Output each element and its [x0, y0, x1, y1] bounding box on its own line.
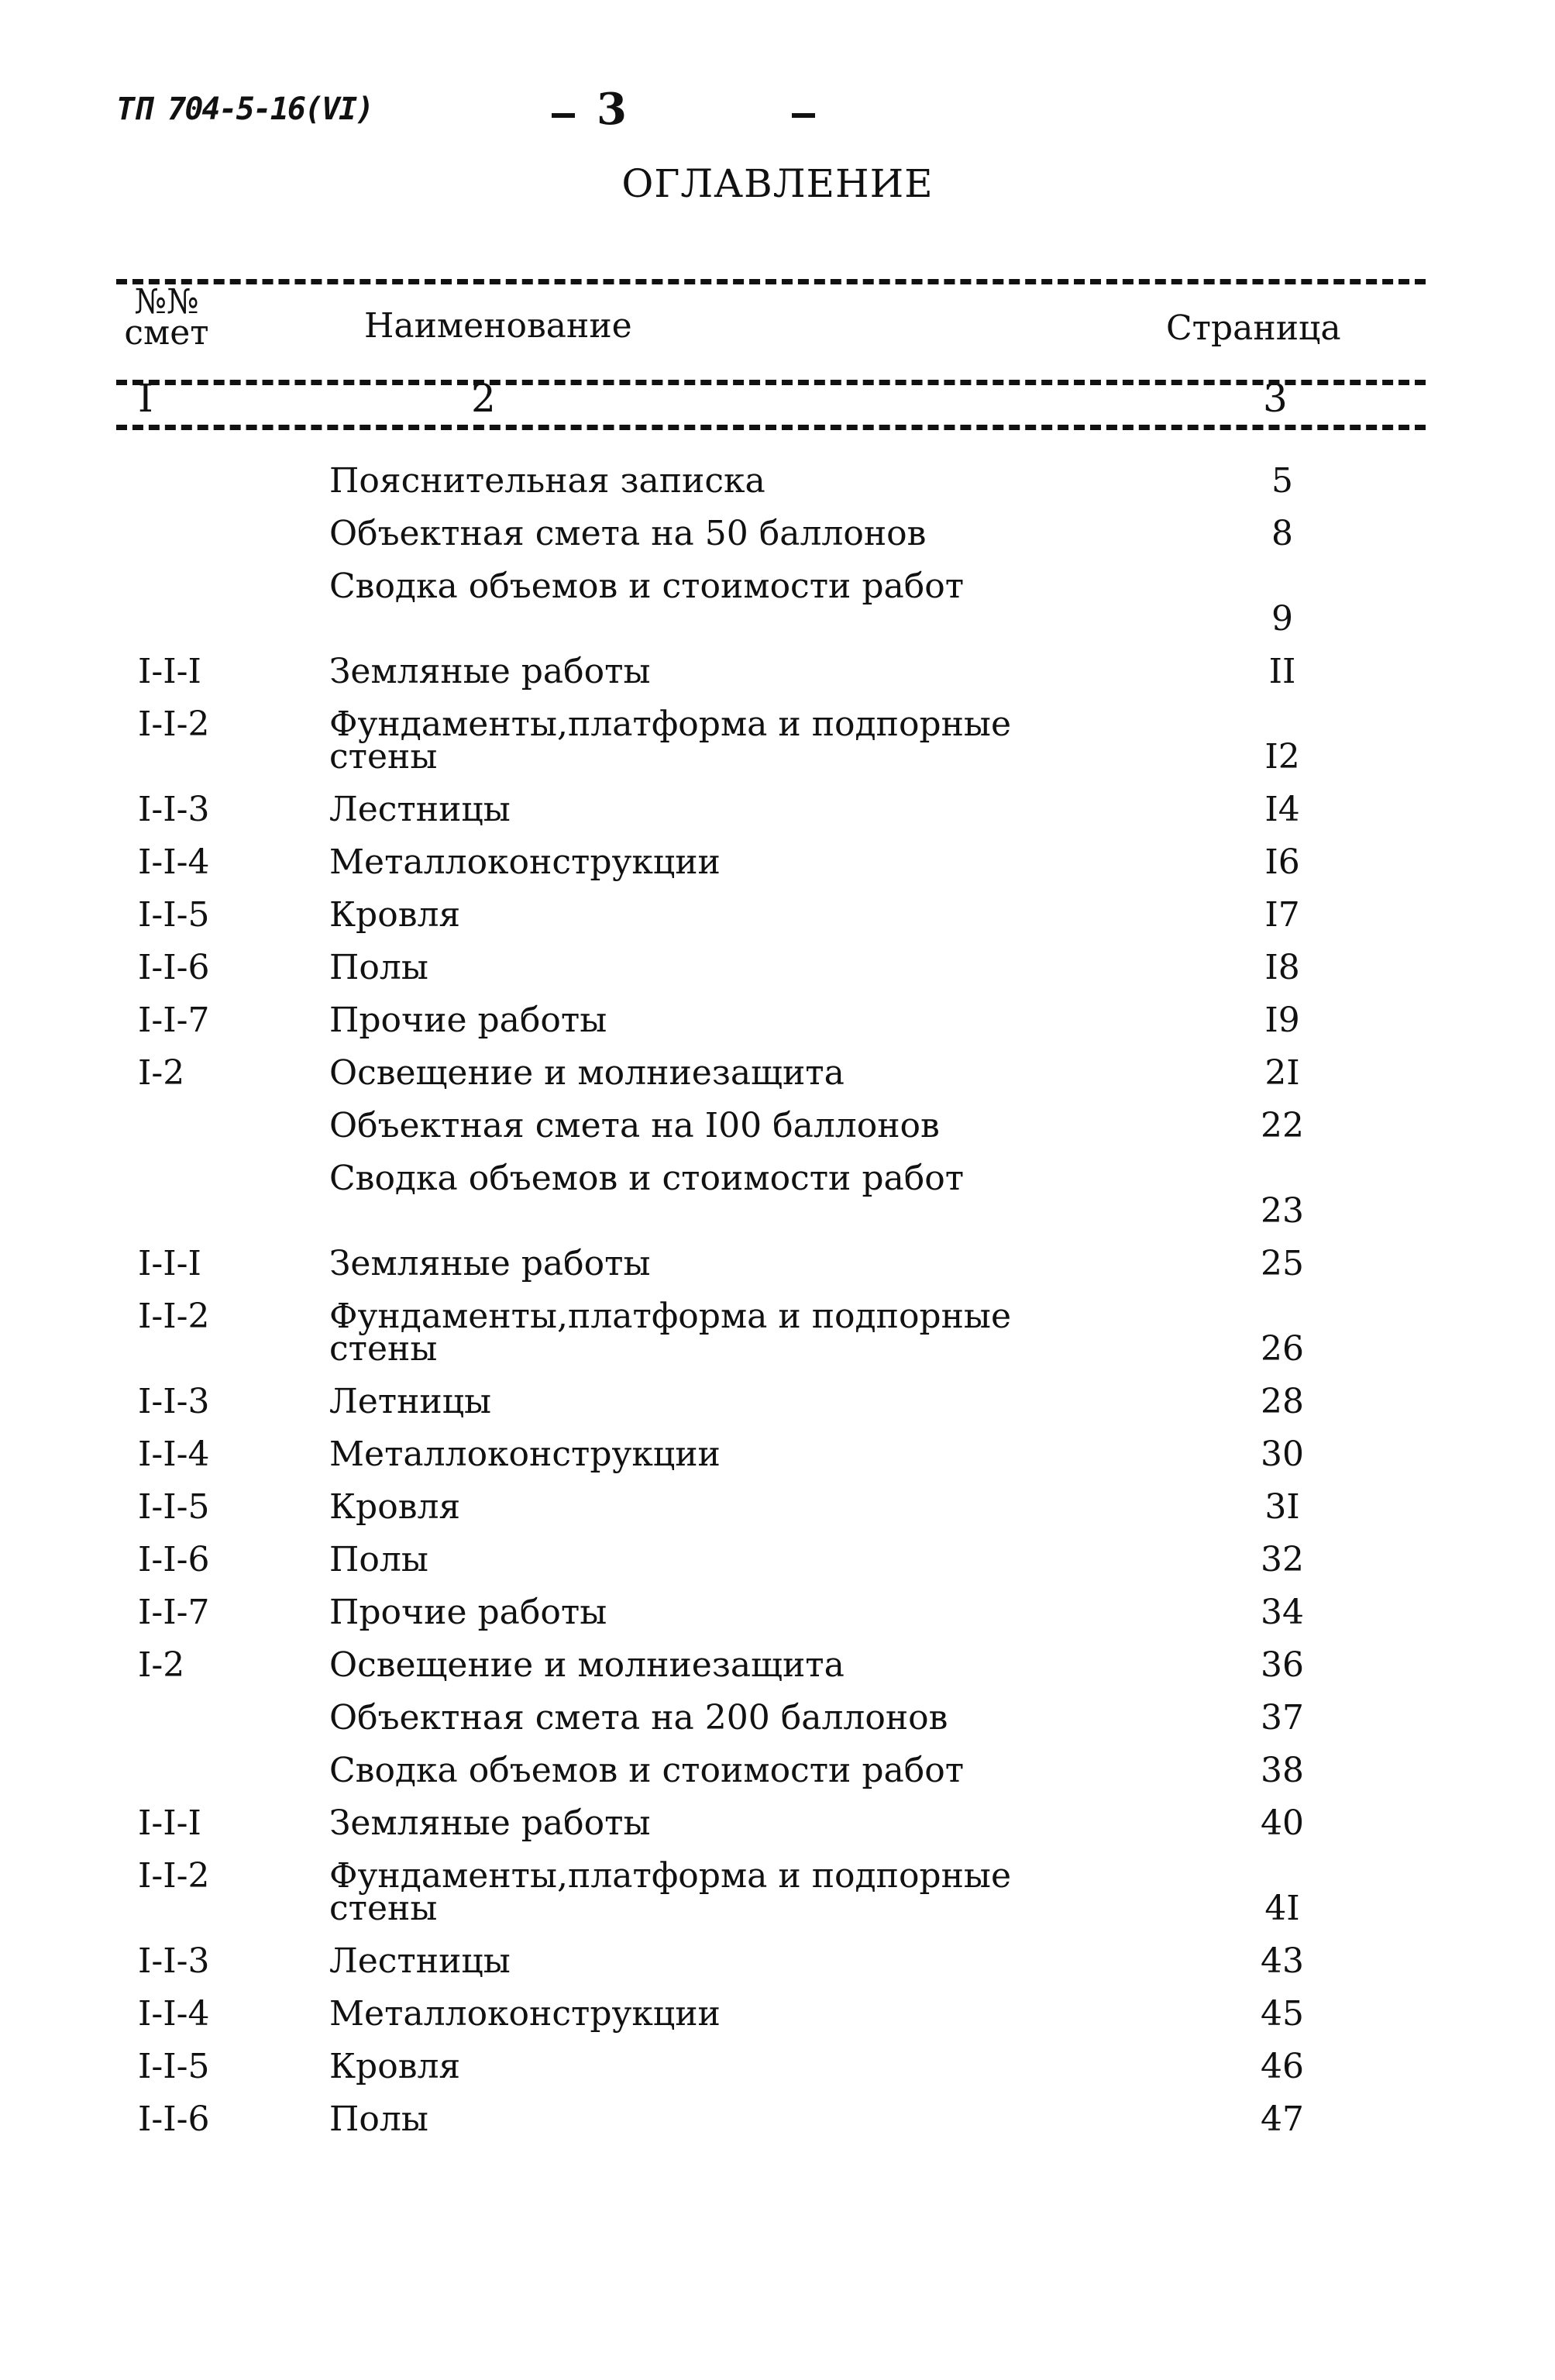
page-reference: 23 — [1261, 1191, 1304, 1231]
page-reference: 28 — [1261, 1382, 1304, 1421]
section-name: Сводка объемов и стоимости работ — [329, 1751, 965, 1790]
page-reference: 25 — [1261, 1244, 1304, 1283]
table-row — [0, 1106, 1555, 1145]
page-reference: 8 — [1271, 514, 1293, 553]
page-reference: 22 — [1261, 1106, 1304, 1145]
section-name: Земляные работы — [329, 652, 651, 691]
estimate-code: I-2 — [138, 1053, 185, 1093]
section-name: Прочие работы — [329, 1001, 607, 1040]
estimate-code: I-I-3 — [138, 1941, 210, 1981]
estimate-code: I-I-7 — [138, 1593, 210, 1632]
section-name: Фундаменты,платформа и подпорные стены — [329, 1297, 1011, 1369]
section-name: Земляные работы — [329, 1803, 651, 1843]
column-number-1: I — [138, 376, 153, 421]
column-header-estimate-no: №№ смет — [124, 282, 209, 353]
page-reference: I6 — [1264, 842, 1300, 882]
page-reference: 3I — [1264, 1487, 1300, 1527]
page-reference: 38 — [1261, 1751, 1304, 1790]
column-number-3: 3 — [1263, 376, 1288, 421]
page-reference: 46 — [1261, 2047, 1304, 2086]
page-reference: I9 — [1264, 1001, 1300, 1040]
table-row — [0, 1645, 1555, 1685]
page-number: 3 — [597, 84, 627, 135]
estimate-code: I-I-4 — [138, 1994, 210, 2034]
page-reference: I2 — [1264, 737, 1300, 777]
table-row — [0, 1698, 1555, 1738]
section-name: Полы — [329, 1540, 428, 1579]
table-row — [0, 948, 1555, 987]
estimate-code: I-I-3 — [138, 1382, 210, 1421]
estimate-code: I-I-2 — [138, 1297, 210, 1336]
table-row — [0, 1435, 1555, 1474]
section-name: Освещение и молниезащита — [329, 1053, 845, 1093]
section-name: Сводка объемов и стоимости работ — [329, 567, 965, 606]
section-name: Металлоконструкции — [329, 842, 721, 882]
table-row — [0, 895, 1555, 935]
section-name: Кровля — [329, 895, 461, 935]
page-reference: 32 — [1261, 1540, 1304, 1579]
section-name: Пояснительная записка — [329, 461, 765, 501]
table-rule-middle — [116, 380, 1426, 385]
estimate-code: I-I-4 — [138, 1435, 210, 1474]
page-reference: 40 — [1261, 1803, 1304, 1843]
table-row — [0, 1751, 1555, 1790]
table-row — [0, 704, 1555, 777]
estimate-code: I-I-7 — [138, 1001, 210, 1040]
table-row — [0, 1803, 1555, 1843]
estimate-code: I-I-3 — [138, 790, 210, 829]
page-reference: 43 — [1261, 1941, 1304, 1981]
table-row — [0, 1001, 1555, 1040]
page-reference: 26 — [1261, 1329, 1304, 1369]
table-rule-bottom — [116, 425, 1426, 430]
section-name: Фундаменты,платформа и подпорные стены — [329, 704, 1011, 777]
estimate-code: I-I-2 — [138, 704, 210, 744]
page-reference: I4 — [1264, 790, 1300, 829]
page-reference: 9 — [1271, 599, 1293, 639]
section-name: Полы — [329, 948, 428, 987]
page-reference: 45 — [1261, 1994, 1304, 2034]
page-reference: 30 — [1261, 1435, 1304, 1474]
section-name: Летницы — [329, 1382, 492, 1421]
page-title: ОГЛАВЛЕНИЕ — [621, 161, 934, 206]
section-name: Земляные работы — [329, 1244, 651, 1283]
table-row — [0, 2047, 1555, 2086]
page-reference: 5 — [1271, 461, 1293, 501]
table-row — [0, 652, 1555, 691]
estimate-code: I-I-6 — [138, 948, 210, 987]
column-header-name: Наименование — [364, 306, 632, 346]
estimate-code: I-I-I — [138, 652, 201, 691]
table-row — [0, 2099, 1555, 2139]
table-row — [0, 1487, 1555, 1527]
section-name: Объектная смета на 200 баллонов — [329, 1698, 948, 1738]
page-reference: I7 — [1264, 895, 1300, 935]
page-number-dash-left — [552, 113, 575, 118]
section-name: Металлоконструкции — [329, 1994, 721, 2034]
section-name: Лестницы — [329, 1941, 511, 1981]
section-name: Освещение и молниезащита — [329, 1645, 845, 1685]
page-reference: 37 — [1261, 1698, 1304, 1738]
table-row — [0, 1297, 1555, 1369]
estimate-code: I-I-I — [138, 1244, 201, 1283]
estimate-code: I-I-I — [138, 1803, 201, 1843]
section-name: Фундаменты,платформа и подпорные стены — [329, 1856, 1011, 1928]
table-row — [0, 842, 1555, 882]
estimate-code: I-I-4 — [138, 842, 210, 882]
page-reference: 47 — [1261, 2099, 1304, 2139]
column-number-2: 2 — [471, 376, 496, 421]
table-row — [0, 790, 1555, 829]
table-row — [0, 1994, 1555, 2034]
table-rule-top — [116, 279, 1426, 284]
table-row — [0, 1540, 1555, 1579]
estimate-code: I-I-6 — [138, 1540, 210, 1579]
section-name: Металлоконструкции — [329, 1435, 721, 1474]
estimate-code: I-I-2 — [138, 1856, 210, 1896]
table-of-contents — [0, 461, 1555, 2156]
page-reference: II — [1268, 652, 1296, 691]
section-name: Объектная смета на I00 баллонов — [329, 1106, 940, 1145]
table-row — [0, 1941, 1555, 1981]
column-header-page: Страница — [1166, 308, 1341, 348]
page-reference: 4I — [1264, 1889, 1300, 1928]
table-row — [0, 461, 1555, 501]
table-row — [0, 1856, 1555, 1928]
section-name: Кровля — [329, 2047, 461, 2086]
estimate-code: I-I-5 — [138, 2047, 210, 2086]
table-row — [0, 1053, 1555, 1093]
section-name: Полы — [329, 2099, 428, 2139]
page-reference: 34 — [1261, 1593, 1304, 1632]
section-name: Объектная смета на 50 баллонов — [329, 514, 927, 553]
table-row — [0, 1382, 1555, 1421]
estimate-code: I-I-5 — [138, 895, 210, 935]
table-row — [0, 1159, 1555, 1231]
table-row — [0, 567, 1555, 639]
section-name: Сводка объемов и стоимости работ — [329, 1159, 965, 1198]
estimate-code: I-I-6 — [138, 2099, 210, 2139]
document-code: ТП 704-5-16(VI) — [116, 91, 373, 127]
section-name: Лестницы — [329, 790, 511, 829]
table-row — [0, 1593, 1555, 1632]
page-reference: 2I — [1264, 1053, 1300, 1093]
page-number-dash-right — [792, 113, 815, 118]
section-name: Прочие работы — [329, 1593, 607, 1632]
estimate-code: I-I-5 — [138, 1487, 210, 1527]
section-name: Кровля — [329, 1487, 461, 1527]
estimate-code: I-2 — [138, 1645, 185, 1685]
table-row — [0, 1244, 1555, 1283]
page-reference: I8 — [1264, 948, 1300, 987]
page-reference: 36 — [1261, 1645, 1304, 1685]
table-row — [0, 514, 1555, 553]
